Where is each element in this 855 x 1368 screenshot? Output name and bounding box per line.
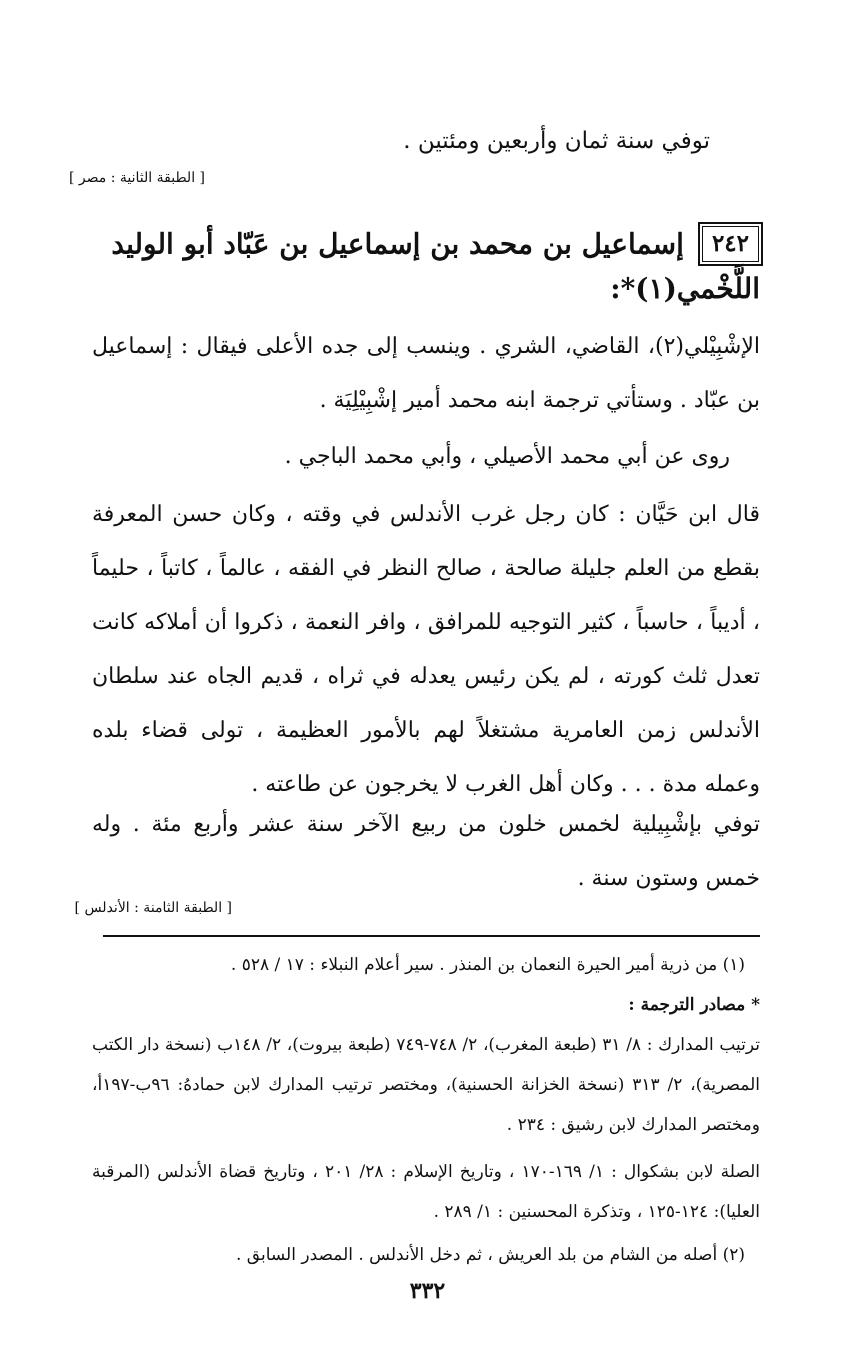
paragraph-death: توفي بإشْبِيلية لخمس خلون من ربيع الآخر سنة عشر وأربع مئة . وله خمس وستون سنة . <box>92 812 760 891</box>
footnote-1: (١) من ذرية أمير الحيرة النعمان بن المنذر . سير أعلام النبلاء : ١٧ / ٥٢٨ . <box>230 955 745 975</box>
page-number: ٣٣٢ <box>409 1278 446 1304</box>
paragraph-nisba: الإشْبِيْلي(٢)، القاضي، الشري . وينسب إلى جده الأعلى فيقال : إسماعيل بن عبّاد . وستأتي ترجمة ابنه محمد أمير إشْبِيْلِيَة . <box>92 334 760 413</box>
entry-name-line2: اللَّخْمي(١)*: <box>610 272 760 305</box>
sources-list-2: الصلة لابن بشكوال : ١/ ١٦٩-١٧٠ ، وتاريخ الإسلام : ٢٨/ ٢٠١ ، وتاريخ قضاة الأندلس (المرقبة العليا): ١٢٤-١٢٥ ، وتذكرة المحسنين : ١/ ٢٨٩ . <box>92 1162 761 1222</box>
footnote-separator <box>103 935 760 937</box>
footnote-2: (٢) أصله من الشام من بلد العريش ، ثم دخل الأندلس . المصدر السابق . <box>236 1245 745 1265</box>
sources-list-1: ترتيب المدارك : ٨/ ٣١ (طبعة المغرب)، ٢/ ٧٤٨-٧٤٩ (طبعة بيروت)، ٢/ ١٤٨ب (نسخة دار الكتب المصرية)، ٢/ ٣١٣ (نسخة الخزانة الحسنية)، ومختصر ترتيب المدارك لابن حمادهُ: ٩٦ب-١٩٧أ، ومختصر المدارك لابن رشيق : ٢٣٤ . <box>92 1035 760 1135</box>
entry-heading <box>92 222 763 266</box>
paragraph-ibn-hayyan: قال ابن حَيَّان : كان رجل غرب الأندلس في وقته ، وكان حسن المعرفة بقطع من العلم جليلة صالحة ، صالح النظر في الفقه ، عالماً ، كاتباً ، حليماً ، أديباً ، حاسباً ، كثير التوجيه للمرافق ، وافر النعمة ، ذكروا أن أملاكه كانت تعدل ثلث كورته ، لم يكن رئيس يعدله في ثراه ، قديم الجاه عند سلطان الأندلس زمن العامرية مشتغلاً لهم بالأمور العظيمة ، تولى قضاء بلده وعمله مدة . . . وكان أهل الغرب لا يخرجون عن طاعته . <box>92 502 760 797</box>
entry-name-line1: إسماعيل بن محمد بن إسماعيل بن عَبّاد أبو الوليد <box>111 227 684 261</box>
entry-number: ٢٤٢ <box>698 222 763 266</box>
paragraph-riwaya: روى عن أبي محمد الأصيلي ، وأبي محمد الباجي . <box>284 444 730 469</box>
tabaqa-label-bottom: [ الطبقة الثامنة : الأندلس ] <box>74 900 232 916</box>
previous-entry-death-line: توفي سنة ثمان وأربعين ومئتين . <box>403 128 710 154</box>
sources-title: * مصادر الترجمة : <box>628 995 760 1015</box>
tabaqa-label-top: [ الطبقة الثانية : مصر ] <box>69 170 205 186</box>
